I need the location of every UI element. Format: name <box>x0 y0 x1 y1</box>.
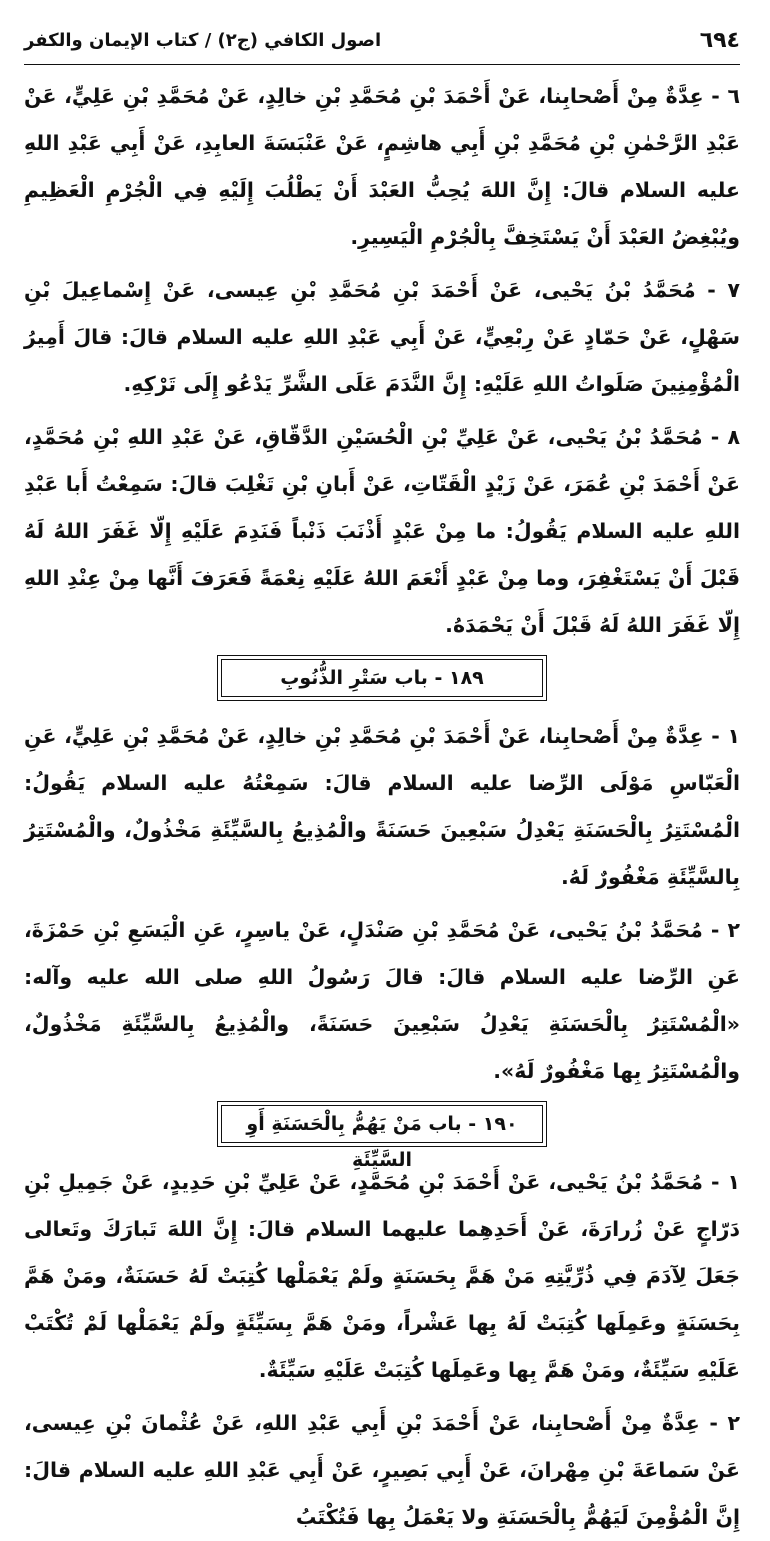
hadith-paragraph: ١ - عِدَّةٌ مِنْ أَصْحابِنا، عَنْ أَحْمَدَ بْنِ مُحَمَّدِ بْنِ خالِدٍ، عَنْ مُحَمَّدِ بْنِ عَلِيٍّ، عَنِ الْعَبّاسِ مَوْلَى الرِّضا عليه السلام قالَ: سَمِعْتُهُ عليه السلام يَقُولُ: الْمُسْتَتِرُ بِالْحَسَنَةِ يَعْدِلُ سَبْعِينَ حَسَنَةً والْمُذِيعُ بِالسَّيِّئَةِ مَخْذُولٌ، والْمُسْتَتِرُ بِالسَّيِّئَةِ مَغْفُورٌ لَهُ. <box>24 724 740 889</box>
hadith-paragraph: ٢ - مُحَمَّدُ بْنُ يَحْيى، عَنْ مُحَمَّدِ بْنِ صَنْدَلٍ، عَنْ ياسِرٍ، عَنِ الْيَسَعِ بْنِ حَمْزَةَ، عَنِ الرِّضا عليه السلام قالَ: قالَ رَسُولُ اللهِ صلى الله عليه وآله: «الْمُسْتَتِرُ بِالْحَسَنَةِ يَعْدِلُ سَبْعِينَ حَسَنَةً، والْمُذِيعُ بِالسَّيِّئَةِ مَخْذُولٌ، والْمُسْتَتِرُ بِها مَغْفُورٌ لَهُ». <box>24 918 740 1083</box>
page-header <box>24 14 740 65</box>
chapter-heading: ١٨٩ - باب سَتْرِ الذُّنُوبِ <box>221 659 543 697</box>
hadith-paragraph: ١ - مُحَمَّدُ بْنُ يَحْيى، عَنْ أَحْمَدَ بْنِ مُحَمَّدٍ، عَنْ عَلِيِّ بْنِ حَدِيدٍ، عَنْ جَمِيلِ بْنِ دَرّاجٍ عَنْ زُرارَةَ، عَنْ أَحَدِهِما عليهما السلام قالَ: إِنَّ اللهَ تَبارَكَ وتَعالى جَعَلَ لِآدَمَ فِي ذُرِّيَّتِهِ مَنْ هَمَّ بِحَسَنَةٍ ولَمْ يَعْمَلْها كُتِبَتْ لَهُ حَسَنَةٌ، ومَنْ هَمَّ بِحَسَنَةٍ وعَمِلَها كُتِبَتْ لَهُ بِها عَشْراً، ومَنْ هَمَّ بِسَيِّئَةٍ ولَمْ يَعْمَلْها لَمْ تُكْتَبْ عَلَيْهِ سَيِّئَةٌ، ومَنْ هَمَّ بِها وعَمِلَها كُتِبَتْ عَلَيْهِ سَيِّئَةٌ. <box>24 1170 740 1382</box>
chapter-heading-box <box>217 655 547 701</box>
chapter-heading: ١٩٠ - باب مَنْ يَهُمُّ بِالْحَسَنَةِ أَوِ السَّيِّئَةِ <box>221 1105 543 1143</box>
hadith-paragraph: ٧ - مُحَمَّدُ بْنُ يَحْيى، عَنْ أَحْمَدَ بْنِ مُحَمَّدِ بْنِ عِيسى، عَنْ إِسْماعِيلَ بْنِ سَهْلٍ، عَنْ حَمّادٍ عَنْ رِبْعِيٍّ، عَنْ أَبِي عَبْدِ اللهِ عليه السلام قالَ: قالَ أَمِيرُ الْمُؤْمِنِينَ صَلَواتُ اللهِ عَلَيْهِ: إِنَّ النَّدَمَ عَلَى الشَّرِّ يَدْعُو إِلَى تَرْكِهِ. <box>24 278 740 396</box>
page-number: ٦٩٤ <box>699 28 740 53</box>
chapter-heading-box <box>217 1101 547 1171</box>
hadith-paragraph: ٢ - عِدَّةٌ مِنْ أَصْحابِنا، عَنْ أَحْمَدَ بْنِ أَبِي عَبْدِ اللهِ، عَنْ عُثْمانَ بْنِ عِيسى، عَنْ سَماعَةَ بْنِ مِهْرانَ، عَنْ أَبِي بَصِيرٍ، عَنْ أَبِي عَبْدِ اللهِ عليه السلام قالَ: إِنَّ الْمُؤْمِنَ لَيَهُمُّ بِالْحَسَنَةِ ولا يَعْمَلُ بِها فَتُكْتَبُ <box>24 1411 740 1529</box>
hadith-paragraph: ٦ - عِدَّةٌ مِنْ أَصْحابِنا، عَنْ أَحْمَدَ بْنِ مُحَمَّدِ بْنِ خالِدٍ، عَنْ مُحَمَّدِ بْنِ عَلِيٍّ، عَنْ عَبْدِ الرَّحْمٰنِ بْنِ مُحَمَّدِ بْنِ أَبِي هاشِمٍ، عَنْ عَنْبَسَةَ العابِدِ، عَنْ أَبِي عَبْدِ اللهِ عليه السلام قالَ: إِنَّ اللهَ يُحِبُّ العَبْدَ أَنْ يَطْلُبَ إِلَيْهِ فِي الْجُرْمِ الْعَظِيمِ ويُبْغِضُ العَبْدَ أَنْ يَسْتَخِفَّ بِالْجُرْمِ الْيَسِيرِ. <box>24 84 740 249</box>
running-title: اصول الكافي (ج٢) / كتاب الإيمان والكفر <box>24 30 382 51</box>
hadith-paragraph: ٨ - مُحَمَّدُ بْنُ يَحْيى، عَنْ عَلِيِّ بْنِ الْحُسَيْنِ الدَّقّاقِ، عَنْ عَبْدِ اللهِ بْنِ مُحَمَّدٍ، عَنْ أَحْمَدَ بْنِ عُمَرَ، عَنْ زَيْدٍ الْقَتّاتِ، عَنْ أَبانِ بْنِ تَغْلِبَ قالَ: سَمِعْتُ أَبا عَبْدِ اللهِ عليه السلام يَقُولُ: ما مِنْ عَبْدٍ أَذْنَبَ ذَنْباً فَنَدِمَ عَلَيْهِ إِلّا غَفَرَ اللهُ لَهُ قَبْلَ أَنْ يَسْتَغْفِرَ، وما مِنْ عَبْدٍ أَنْعَمَ اللهُ عَلَيْهِ نِعْمَةً فَعَرَفَ أَنَّها مِنْ عِنْدِ اللهِ إِلّا غَفَرَ اللهُ لَهُ قَبْلَ أَنْ يَحْمَدَهُ. <box>24 425 740 637</box>
